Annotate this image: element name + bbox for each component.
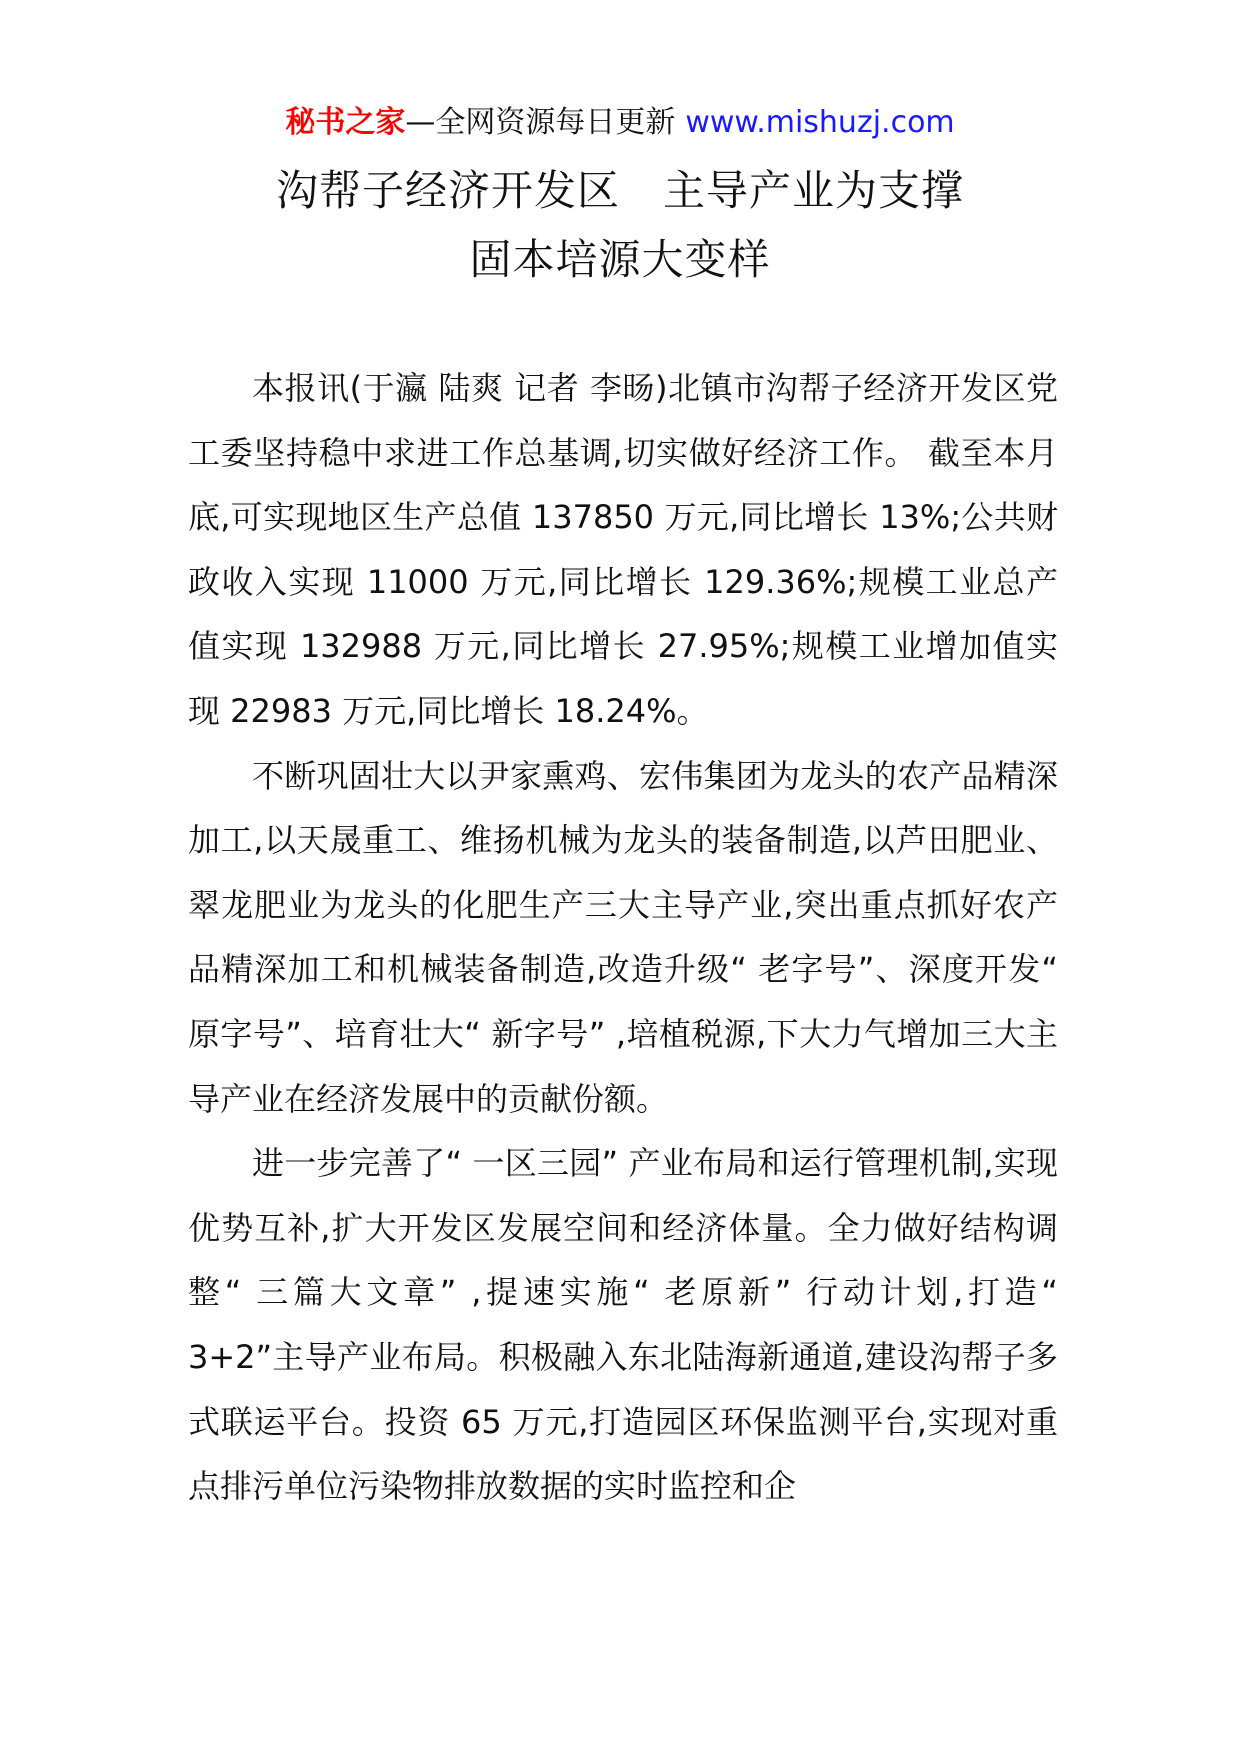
article-paragraph: 本报讯(于瀛 陆爽 记者 李旸)北镇市沟帮子经济开发区党工委坚持稳中求进工作总基调,切实做好经济工作。 截至本月底,可实现地区生产总值 137850 万元,同比增长 13%;公共财政收入实现 11000 万元,同比增长 129.36%;规模工业总产值实现 132988 万元,同比增长 27.95%;规模工业增加值实现 22983 万元,同比增长 18.24%。: [188, 369, 1058, 730]
site-brand: 秘书之家: [285, 105, 406, 140]
site-header: [0, 100, 1240, 146]
article-body: [188, 356, 1058, 1519]
article-title-line2: 固本培源大变样: [469, 235, 771, 284]
site-url-link[interactable]: www.mishuzj.com: [685, 105, 955, 140]
article-title-line1: 沟帮子经济开发区 主导产业为支撑: [275, 166, 964, 215]
site-tagline: —全网资源每日更新: [405, 105, 676, 140]
article-paragraph: 不断巩固壮大以尹家熏鸡、宏伟集团为龙头的农产品精深加工,以天晟重工、维扬机械为龙头的装备制造,以芦田肥业、翠龙肥业为龙头的化肥生产三大主导产业,突出重点抓好农产品精深加工和机械装备制造,改造升级“ 老字号”、深度开发“ 原字号”、培育壮大“ 新字号” ,培植税源,下大力气增加三大主导产业在经济发展中的贡献份额。: [188, 756, 1058, 1118]
article-paragraph: 进一步完善了“ 一区三园” 产业布局和运行管理机制,实现优势互补,扩大开发区发展空间和经济体量。全力做好结构调整“ 三篇大文章” ,提速实施“ 老原新” 行动计划,打造“ 3+2”主导产业布局。积极融入东北陆海新通道,建设沟帮子多式联运平台。投资 65 万元,打造园区环保监测平台,实现对重点排污单位污染物排放数据的实时监控和企: [188, 1144, 1058, 1506]
